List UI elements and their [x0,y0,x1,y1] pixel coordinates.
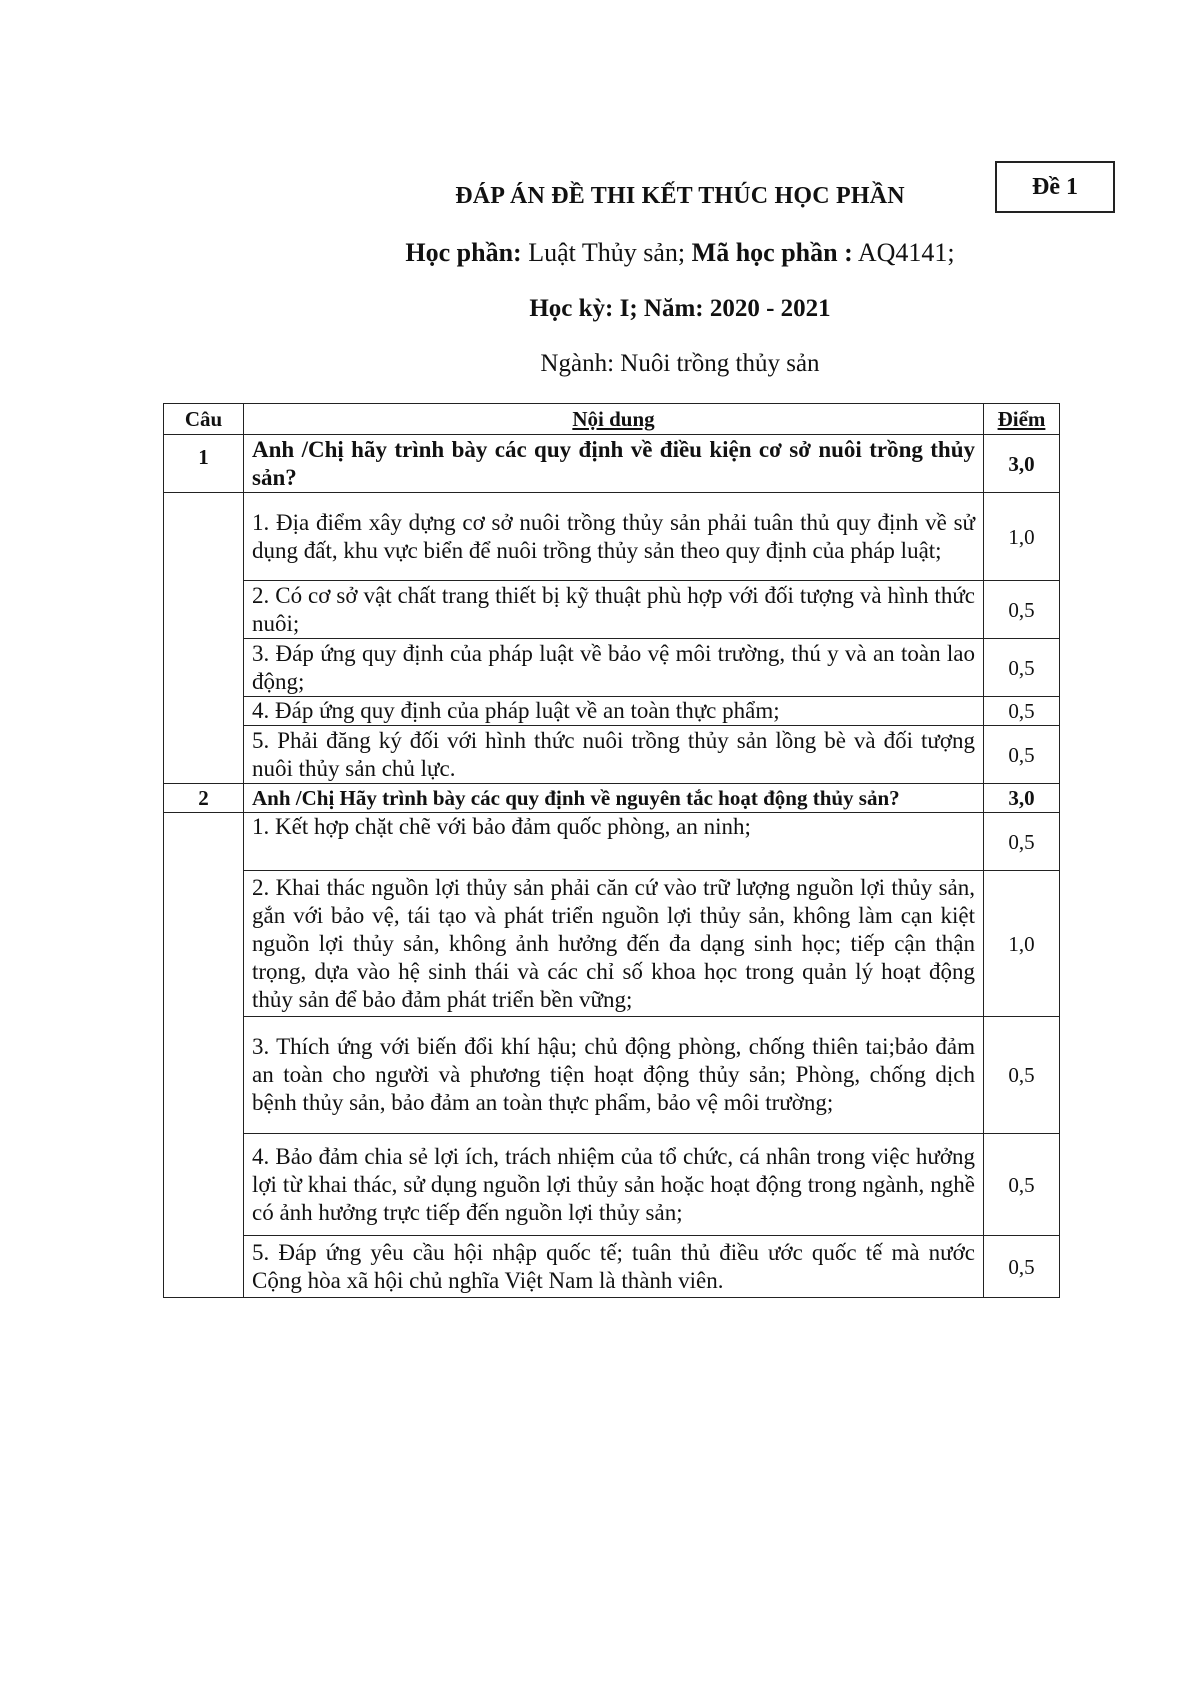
answer-item-text: 1. Kết hợp chặt chẽ với bảo đảm quốc phòng, an ninh; [244,813,984,871]
answer-item-row [164,639,1060,697]
major-line: Ngành: Nuôi trồng thủy sản [540,350,820,377]
answer-item-score: 0,5 [984,581,1060,639]
header-noi-dung: Nội dung [244,404,984,435]
answer-item-score: 0,5 [984,639,1060,697]
question-row [164,784,1060,813]
question-score: 3,0 [984,435,1060,493]
answer-item-row [164,493,1060,581]
answer-item-text: 1. Địa điểm xây dựng cơ sở nuôi trồng thủy sản phải tuân thủ quy định về sử dụng đất, khu vực biển để nuôi trồng thủy sản theo quy định của pháp luật; [244,493,984,581]
answer-item-row [164,1017,1060,1134]
document-title: ĐÁP ÁN ĐỀ THI KẾT THÚC HỌC PHẦN [455,183,905,209]
question-text: Anh /Chị hãy trình bày các quy định về điều kiện cơ sở nuôi trồng thủy sản? [244,435,984,493]
answer-item-score: 0,5 [984,813,1060,871]
subject-label: Học phần: [405,238,522,267]
answer-item-score: 1,0 [984,493,1060,581]
answer-item-text: 5. Đáp ứng yêu cầu hội nhập quốc tế; tuân thủ điều ước quốc tế mà nước Cộng hòa xã hội chủ nghĩa Việt Nam là thành viên. [244,1236,984,1298]
answer-item-text: 2. Khai thác nguồn lợi thủy sản phải căn cứ vào trữ lượng nguồn lợi thủy sản, gắn với bảo vệ, tái tạo và phát triển nguồn lợi thủy sản, không làm cạn kiệt nguồn lợi thủy sản, không ảnh hưởng đến đa dạng sinh học; tiếp cận thận trọng, dựa vào hệ sinh thái và các chỉ số khoa học trong quản lý hoạt động thủy sản để bảo đảm phát triển bền vững; [244,871,984,1017]
answer-item-score: 0,5 [984,1134,1060,1236]
answer-item-row [164,726,1060,784]
answer-item-row [164,1236,1060,1298]
answer-item-text: 2. Có cơ sở vật chất trang thiết bị kỹ thuật phù hợp với đối tượng và hình thức nuôi; [244,581,984,639]
subject-value: Luật Thủy sản; [521,238,692,267]
header-cau: Câu [164,404,244,435]
answer-item-row [164,697,1060,726]
answer-item-text: 4. Đáp ứng quy định của pháp luật về an toàn thực phẩm; [244,697,984,726]
empty-cell [164,813,244,1298]
exam-version-label: Đề 1 [1032,173,1078,200]
question-text: Anh /Chị Hãy trình bày các quy định về nguyên tắc hoạt động thủy sản? [244,784,984,813]
answer-item-row [164,581,1060,639]
answer-table [163,403,1060,1298]
course-code-value: AQ4141; [852,238,955,267]
term-line: Học kỳ: I; Năm: 2020 - 2021 [529,295,831,322]
answer-item-text: 3. Thích ứng với biến đổi khí hậu; chủ động phòng, chống thiên tai;bảo đảm an toàn cho người và phương tiện hoạt động thủy sản; Phòng, chống dịch bệnh thủy sản, bảo đảm an toàn thực phẩm, bảo vệ môi trường; [244,1017,984,1134]
answer-item-score: 0,5 [984,1017,1060,1134]
answer-item-text: 4. Bảo đảm chia sẻ lợi ích, trách nhiệm của tổ chức, cá nhân trong việc hưởng lợi từ khai thác, sử dụng nguồn lợi thủy sản hoặc hoạt động trong ngành, nghề có ảnh hưởng trực tiếp đến nguồn lợi thủy sản; [244,1134,984,1236]
question-row [164,435,1060,493]
answer-item-score: 0,5 [984,697,1060,726]
answer-item-row [164,813,1060,871]
exam-version-box [995,161,1115,213]
answer-item-score: 1,0 [984,871,1060,1017]
course-code-label: Mã học phần : [691,238,853,267]
answer-item-row [164,1134,1060,1236]
answer-item-row [164,871,1060,1017]
answer-item-score: 0,5 [984,726,1060,784]
question-score: 3,0 [984,784,1060,813]
answer-item-text: 5. Phải đăng ký đối với hình thức nuôi trồng thủy sản lồng bè và đối tượng nuôi thủy sản chủ lực. [244,726,984,784]
subject-line [300,238,1060,268]
answer-item-text: 3. Đáp ứng quy định của pháp luật về bảo vệ môi trường, thú y và an toàn lao động; [244,639,984,697]
question-number: 1 [164,435,244,493]
table-header-row [164,404,1060,435]
header-diem: Điểm [984,404,1060,435]
question-number: 2 [164,784,244,813]
empty-cell [164,493,244,784]
answer-item-score: 0,5 [984,1236,1060,1298]
